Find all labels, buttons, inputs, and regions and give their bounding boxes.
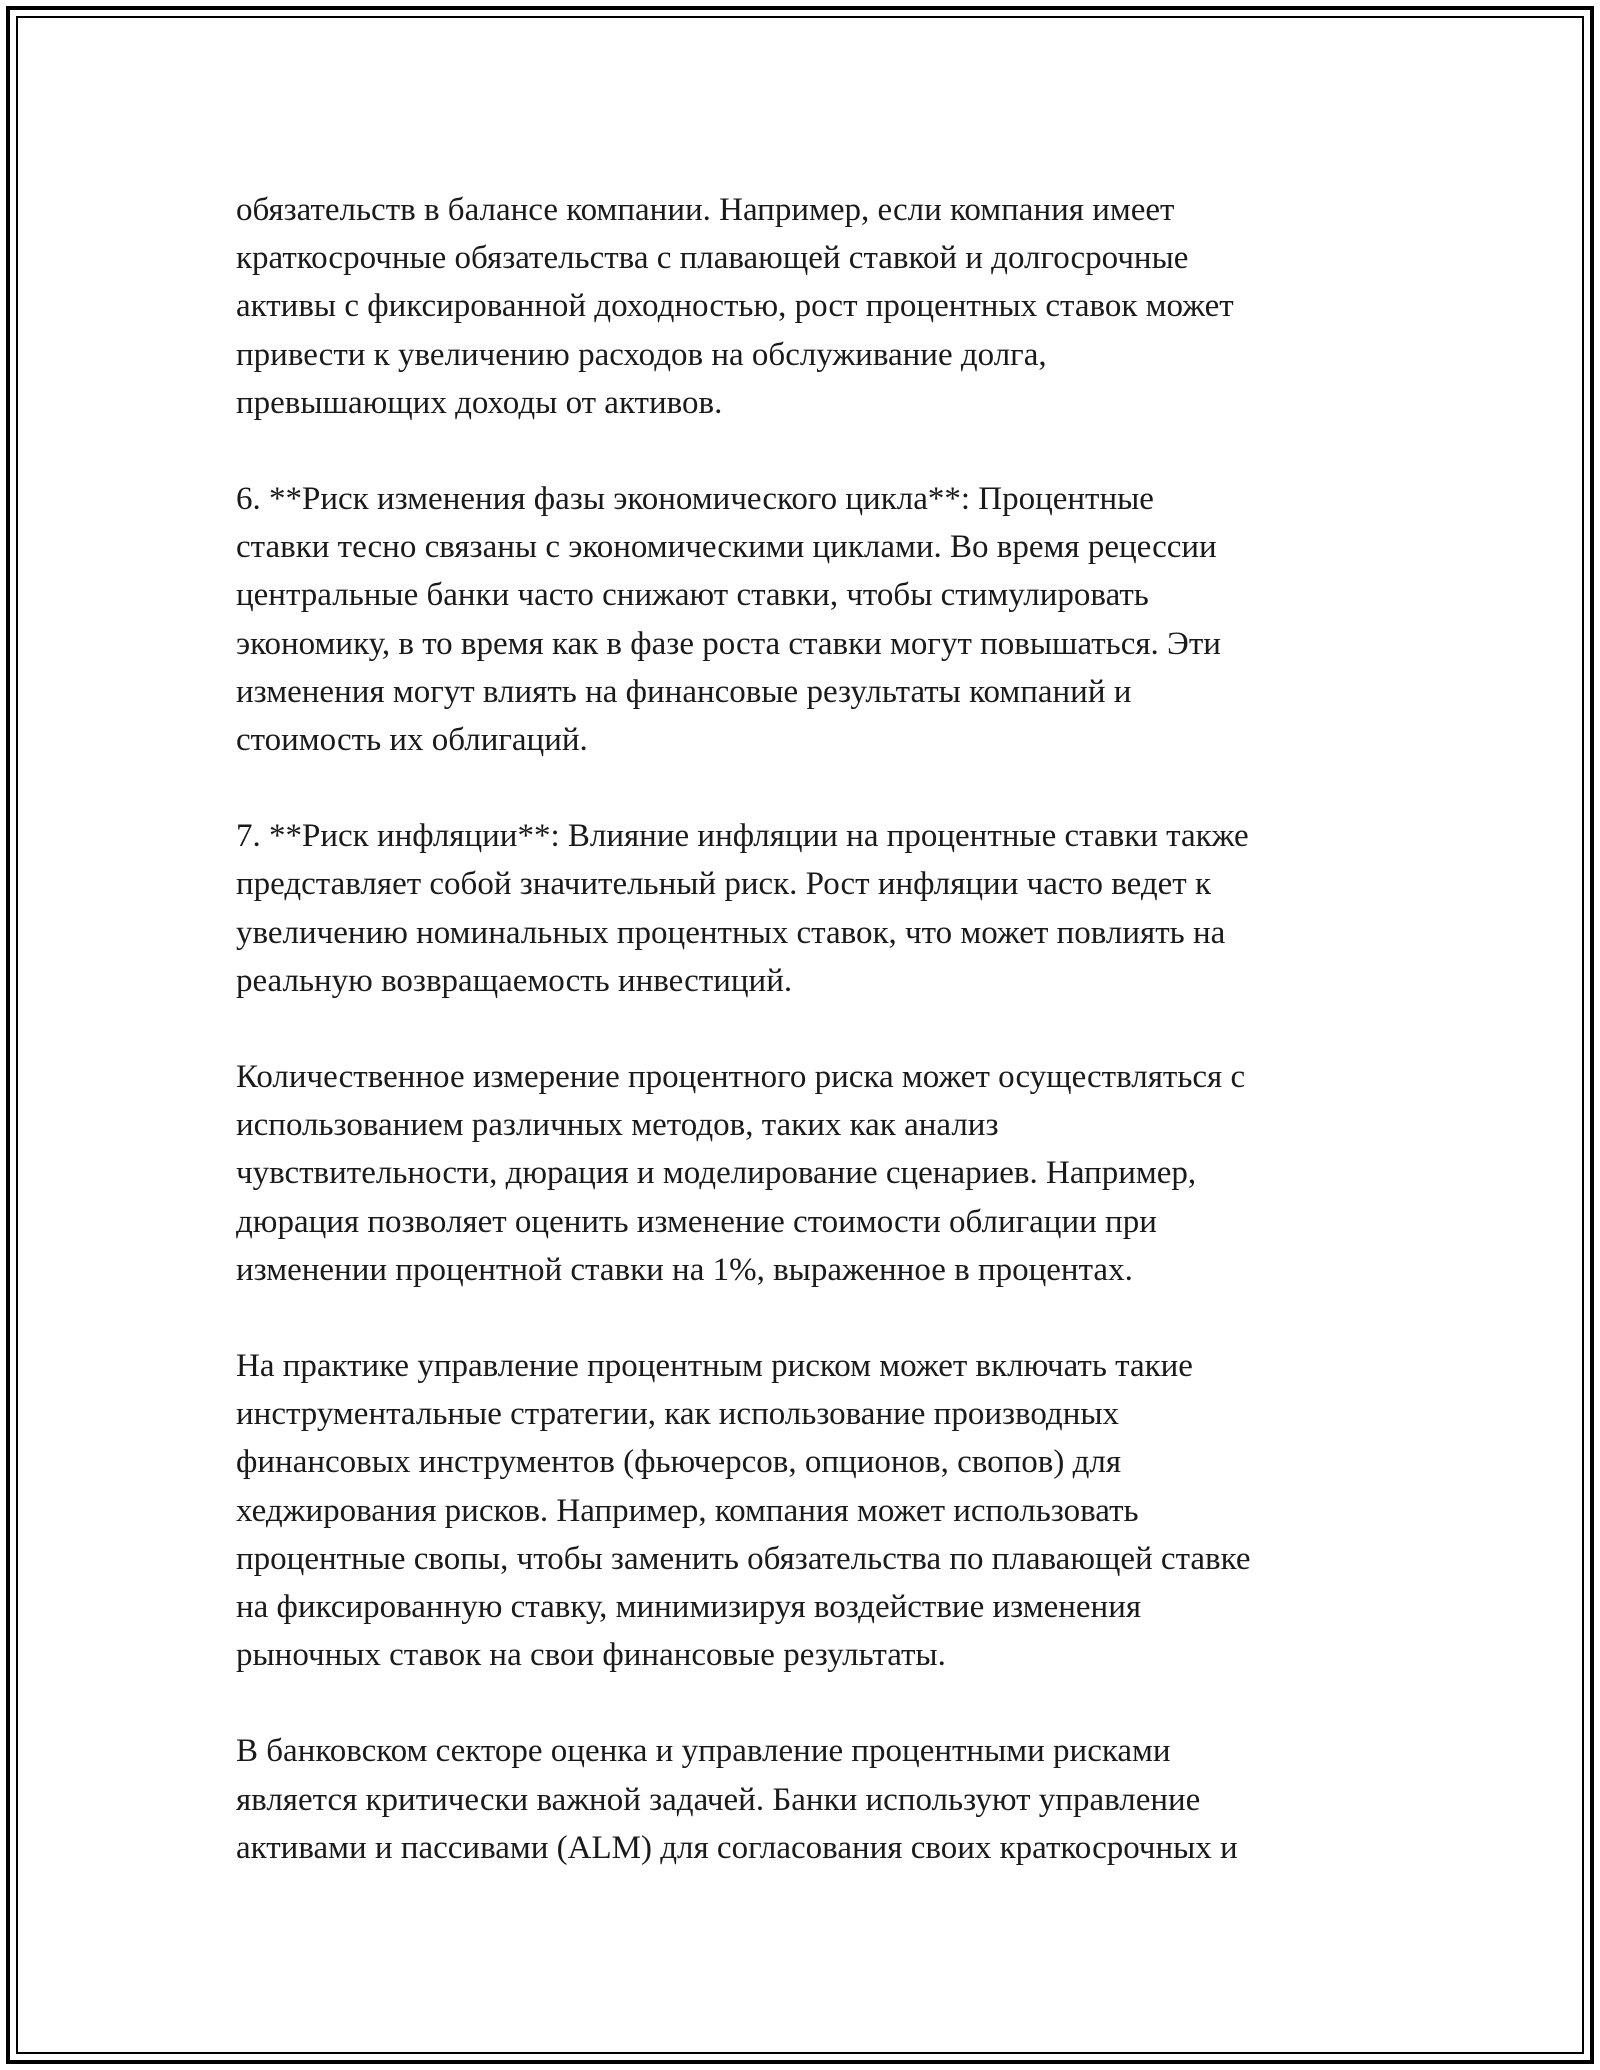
text-line: привести к увеличению расходов на обслуживание долга, (236, 336, 1047, 373)
paragraph-risk-management-practice (236, 1342, 1416, 1679)
text-line: изменении процентной ставки на 1%, выраженное в процентах. (236, 1251, 1133, 1288)
text-line: На практике управление процентным риском может включать такие (236, 1348, 1193, 1385)
text-line: активами и пассивами (ALM) для согласования своих краткосрочных и (236, 1829, 1238, 1866)
paragraph-banking-sector (236, 1727, 1416, 1872)
text-line: превышающих доходы от активов. (236, 384, 723, 421)
text-line: экономику, в то время как в фазе роста ставки могут повышаться. Эти (236, 625, 1221, 662)
text-line: на фиксированную ставку, минимизируя воздействие изменения (236, 1589, 1142, 1626)
text-line: В банковском секторе оценка и управление процентными рисками (236, 1733, 1171, 1770)
paragraph-economic-cycle-risk (236, 475, 1416, 764)
text-line: изменения могут влиять на финансовые результаты компаний и (236, 673, 1132, 710)
text-line: ставки тесно связаны с экономическими циклами. Во время рецессии (236, 529, 1217, 566)
text-line: 7. **Риск инфляции**: Влияние инфляции на процентные ставки также (236, 818, 1249, 855)
text-line: представляет собой значительный риск. Рост инфляции часто ведет к (236, 866, 1211, 903)
text-line: реальную возвращаемость инвестиций. (236, 962, 793, 999)
paragraph-liabilities-example (236, 186, 1416, 427)
text-line: 6. **Риск изменения фазы экономического цикла**: Процентные (236, 481, 1154, 518)
text-line: увеличению номинальных процентных ставок, что может повлиять на (236, 914, 1226, 951)
text-line: процентные свопы, чтобы заменить обязательства по плавающей ставке (236, 1540, 1251, 1577)
text-line: инструментальные стратегии, как использование производных (236, 1396, 1120, 1433)
text-line: рыночных ставок на свои финансовые результаты. (236, 1637, 946, 1674)
text-line: финансовых инструментов (фьючерсов, опционов, свопов) для (236, 1444, 1122, 1481)
text-line: чувствительности, дюрация и моделирование сценариев. Например, (236, 1155, 1197, 1192)
text-line: краткосрочные обязательства с плавающей ставкой и долгосрочные (236, 240, 1189, 277)
paragraph-inflation-risk (236, 812, 1416, 1005)
text-line: центральные банки часто снижают ставки, чтобы стимулировать (236, 577, 1149, 614)
text-line: активы с фиксированной доходностью, рост процентных ставок может (236, 288, 1234, 325)
text-line: Количественное измерение процентного риска может осуществляться с (236, 1059, 1246, 1096)
text-line: является критически важной задачей. Банки используют управление (236, 1781, 1201, 1818)
text-line: обязательств в балансе компании. Например, если компания имеет (236, 192, 1175, 228)
paragraph-risk-measurement (236, 1053, 1416, 1294)
text-line: использованием различных методов, таких как анализ (236, 1107, 999, 1144)
text-line: стоимость их облигаций. (236, 722, 588, 759)
text-line: хеджирования рисков. Например, компания может использовать (236, 1492, 1139, 1529)
text-line: дюрация позволяет оценить изменение стоимости облигации при (236, 1203, 1157, 1240)
document-body (236, 186, 1416, 1920)
